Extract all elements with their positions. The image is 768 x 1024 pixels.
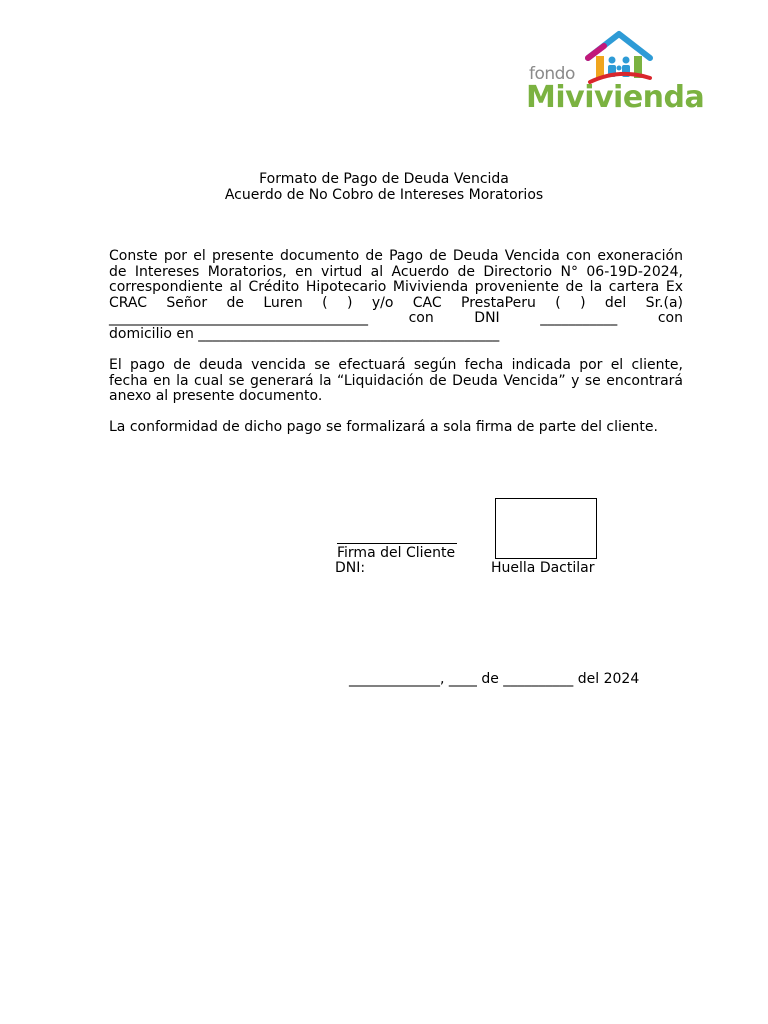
dni-label: DNI: [335, 560, 366, 576]
thumbprint-box [495, 498, 597, 559]
logo-fondo-text: fondo [529, 64, 575, 84]
paragraph-line: domicilio en ___________________________________________ [109, 325, 500, 342]
document-title: Formato de Pago de Deuda Vencida [259, 171, 509, 187]
paragraph-line: CRAC Señor de Luren ( ) y/o CAC PrestaPeru ( ) del Sr.(a) [109, 294, 683, 311]
document-subtitle: Acuerdo de No Cobro de Intereses Moratorios [224, 187, 544, 203]
paragraph-pago [109, 358, 683, 405]
paragraph-conste [109, 249, 683, 343]
signature-line [337, 527, 457, 544]
paragraph-line: _____________________________________ con DNI ___________ con [109, 310, 683, 327]
paragraph-line: Conste por el presente documento de Pago de Deuda Vencida con exoneración [109, 248, 683, 264]
paragraph-line: El pago de deuda vencida se efectuará según fecha indicada por el cliente, [109, 357, 683, 373]
paragraph-line: fecha en la cual se generará la “Liquidación de Deuda Vencida” y se encontrará [109, 372, 683, 389]
fondo-mivivienda-logo [526, 30, 708, 118]
thumbprint-label: Huella Dactilar [491, 560, 595, 576]
paragraph-line: de Intereses Moratorios, en virtud al Acuerdo de Directorio N° 06-19D-2024, [109, 263, 683, 280]
date-line: _____________, ____ de __________ del 2024 [349, 671, 640, 687]
logo-mivivienda-text: Mivivienda [526, 80, 705, 115]
paragraph-line: anexo al presente documento. [109, 388, 323, 405]
client-signature-label: Firma del Cliente [337, 545, 456, 561]
paragraph-line: correspondiente al Crédito Hipotecario Mivivienda proveniente de la cartera Ex [109, 279, 683, 296]
paragraph-conformidad: La conformidad de dicho pago se formalizará a sola firma de parte del cliente. [109, 419, 658, 435]
